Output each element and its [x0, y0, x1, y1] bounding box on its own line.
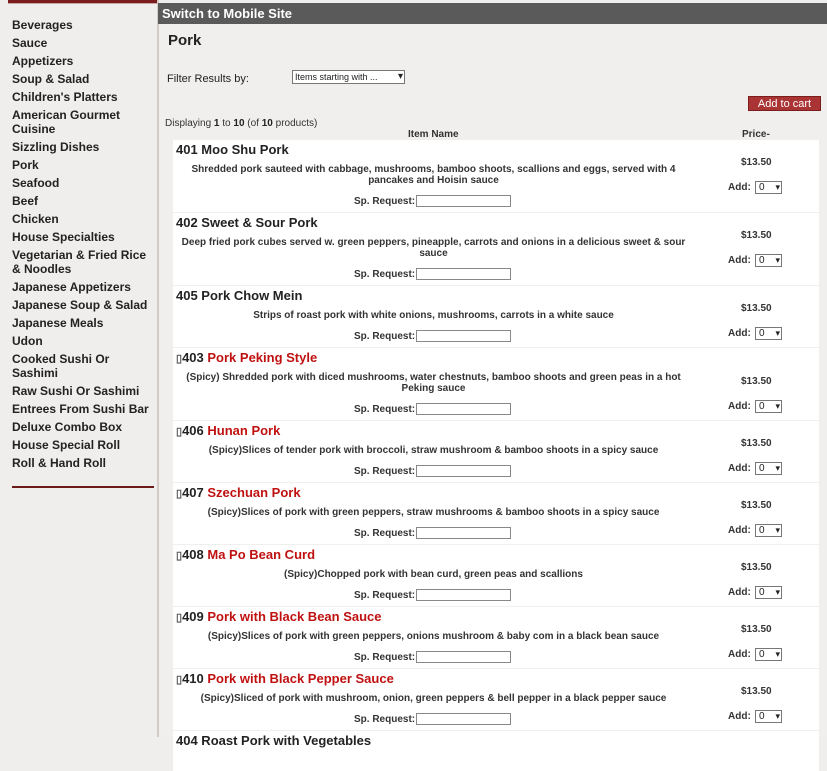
product-number: 406 [182, 423, 204, 438]
sidebar-item-sauce[interactable]: Sauce [12, 36, 48, 50]
product-title [176, 423, 280, 438]
results-count [165, 118, 317, 129]
results-to: 10 [233, 118, 245, 129]
category-sidebar [8, 18, 154, 488]
add-label: Add: [728, 328, 751, 339]
filter-select[interactable]: Items starting with ... ▾ [292, 70, 405, 84]
product-price: $13.50 [741, 438, 772, 449]
product-price: $13.50 [741, 303, 772, 314]
results-of: (of [247, 118, 259, 129]
add-label: Add: [728, 649, 751, 660]
product-title [176, 288, 302, 303]
sidebar-item-childrens-platters[interactable]: Children's Platters [12, 90, 118, 104]
quantity-select[interactable]: 0 ▾ [755, 254, 782, 267]
sidebar-item-american-gourmet[interactable]: American Gourmet Cuisine [12, 108, 121, 136]
sidebar-bottom-rule [12, 486, 154, 488]
spicy-marker-icon: ▯ [176, 550, 183, 562]
spicy-marker-icon: ▯ [176, 674, 183, 686]
sidebar-item-sizzling-dishes[interactable]: Sizzling Dishes [12, 140, 100, 154]
sp-request-label: Sp. Request: [354, 196, 416, 207]
product-row [173, 421, 819, 482]
spicy-marker-icon: ▯ [176, 612, 183, 624]
sidebar-item-raw-sushi[interactable]: Raw Sushi Or Sashimi [12, 384, 140, 398]
product-name-link[interactable]: Pork with Black Pepper Sauce [207, 671, 394, 686]
product-row [173, 213, 819, 285]
results-total: 10 [261, 118, 273, 129]
product-number: 407 [182, 485, 204, 500]
column-header-price: Price- [742, 129, 770, 140]
sp-request-label: Sp. Request: [354, 404, 416, 415]
add-label: Add: [728, 711, 751, 722]
product-row [173, 348, 819, 420]
sidebar-item-soup-salad[interactable]: Soup & Salad [12, 72, 90, 86]
product-price: $13.50 [741, 230, 772, 241]
sidebar-item-cooked-sushi[interactable]: Cooked Sushi Or Sashimi [12, 352, 110, 380]
product-title [176, 671, 394, 686]
quantity-select[interactable]: 0 ▾ [755, 586, 782, 599]
sp-request-label: Sp. Request: [354, 590, 416, 601]
product-number: 405 Pork Chow Mein [176, 288, 303, 303]
product-name-link[interactable]: Hunan Pork [207, 423, 281, 438]
product-number: 401 Moo Shu Pork [176, 142, 289, 157]
product-description: (Spicy)Sliced of pork with mushroom, onion, green peppers & bell pepper in a black pepper sauce [200, 693, 667, 704]
product-number: 408 [182, 547, 204, 562]
quantity-select[interactable]: 0 ▾ [755, 181, 782, 194]
sidebar-item-house-special-roll[interactable]: House Special Roll [12, 438, 121, 452]
sidebar-item-vegetarian[interactable]: Vegetarian & Fried Rice & Noodles [12, 248, 147, 276]
product-title [176, 733, 371, 748]
product-number: 402 Sweet & Sour Pork [176, 215, 318, 230]
product-price: $13.50 [741, 500, 772, 511]
results-prefix: Displaying [165, 118, 212, 129]
product-description: Strips of roast pork with white onions, mushrooms, carrots in a white sauce [253, 310, 614, 321]
results-to-word: to [222, 118, 231, 129]
sidebar-item-japanese-appetizers[interactable]: Japanese Appetizers [12, 280, 131, 294]
product-title [176, 215, 318, 230]
sidebar-item-seafood[interactable]: Seafood [12, 176, 60, 190]
product-number: 404 Roast Pork with Vegetables [176, 733, 372, 748]
page-title: Pork [168, 32, 202, 49]
product-description: Deep fried pork cubes served w. green peppers, pineapple, carrots and onions in a delicious sweet & sour sauce [181, 237, 686, 259]
sp-request-input[interactable] [416, 465, 511, 477]
add-label: Add: [728, 587, 751, 598]
product-price: $13.50 [741, 376, 772, 387]
add-label: Add: [728, 525, 751, 536]
switch-mobile-link[interactable]: Switch to Mobile Site [158, 3, 827, 24]
product-description: (Spicy)Slices of pork with green peppers, onions mushroom & baby com in a black bean sauce [207, 631, 660, 642]
sp-request-input[interactable] [416, 403, 511, 415]
product-description: (Spicy)Slices of tender pork with broccoli, straw mushroom & bamboo shoots in a spicy sauce [208, 445, 659, 456]
sp-request-label: Sp. Request: [354, 714, 416, 725]
product-number: 409 [182, 609, 204, 624]
sidebar-item-entrees-sushi-bar[interactable]: Entrees From Sushi Bar [12, 402, 149, 416]
product-row [173, 669, 819, 730]
sp-request-input[interactable] [416, 195, 511, 207]
filter-label: Filter Results by: [167, 73, 249, 85]
sidebar-item-beef[interactable]: Beef [12, 194, 39, 208]
product-name-link[interactable]: Ma Po Bean Curd [207, 547, 316, 562]
product-title [176, 142, 289, 157]
results-suffix: products) [275, 118, 318, 129]
product-row [173, 731, 819, 771]
add-to-cart-button[interactable]: Add to cart [748, 96, 821, 111]
sp-request-label: Sp. Request: [354, 331, 416, 342]
product-description: Shredded pork sauteed with cabbage, mushrooms, bamboo shoots, scallions and eggs, served with 4 pancakes and Hoisin sauce [191, 164, 676, 186]
product-number: 410 [182, 671, 204, 686]
spicy-marker-icon: ▯ [176, 426, 183, 438]
sidebar-item-house-specialties[interactable]: House Specialties [12, 230, 115, 244]
product-price: $13.50 [741, 686, 772, 697]
sp-request-label: Sp. Request: [354, 652, 416, 663]
product-description: (Spicy)Slices of pork with green peppers, straw mushrooms & bamboo shoots in a spicy sauce [207, 507, 660, 518]
sp-request-input[interactable] [416, 589, 511, 601]
product-row [173, 545, 819, 606]
sp-request-input[interactable] [416, 713, 511, 725]
sidebar-item-deluxe-combo[interactable]: Deluxe Combo Box [12, 420, 123, 434]
sidebar-item-udon[interactable]: Udon [12, 334, 43, 348]
results-from: 1 [213, 118, 220, 129]
add-label: Add: [728, 463, 751, 474]
sp-request-label: Sp. Request: [354, 466, 416, 477]
quantity-select[interactable]: 0 ▾ [755, 524, 782, 537]
product-name-link[interactable]: Szechuan Pork [207, 485, 301, 500]
sp-request-label: Sp. Request: [354, 528, 416, 539]
top-accent-stripe [8, 0, 158, 3]
sidebar-item-japanese-soup[interactable]: Japanese Soup & Salad [12, 298, 148, 312]
quantity-select[interactable]: 0 ▾ [755, 648, 782, 661]
sp-request-input[interactable] [416, 651, 511, 663]
product-price: $13.50 [741, 624, 772, 635]
sidebar-item-beverages[interactable]: Beverages [12, 18, 73, 32]
sidebar-item-roll-hand-roll[interactable]: Roll & Hand Roll [12, 456, 106, 470]
product-number: 403 [182, 350, 204, 365]
sidebar-item-appetizers[interactable]: Appetizers [12, 54, 74, 68]
product-title [176, 609, 382, 624]
sidebar-item-chicken[interactable]: Chicken [12, 212, 59, 226]
sp-request-label: Sp. Request: [354, 269, 416, 280]
product-description: (Spicy) Shredded pork with diced mushrooms, water chestnuts, bamboo shoots and green peas in a hot Peking sauce [186, 372, 681, 394]
sidebar-item-japanese-meals[interactable]: Japanese Meals [12, 316, 104, 330]
spicy-marker-icon: ▯ [176, 353, 183, 365]
quantity-select[interactable]: 0 ▾ [755, 327, 782, 340]
sp-request-input[interactable] [416, 527, 511, 539]
sidebar-item-pork[interactable]: Pork [12, 158, 39, 172]
product-row [173, 607, 819, 668]
product-row [173, 140, 819, 212]
quantity-select[interactable]: 0 ▾ [755, 710, 782, 723]
product-title [176, 547, 315, 562]
quantity-select[interactable]: 0 ▾ [755, 400, 782, 413]
column-header-item: Item Name [408, 129, 459, 140]
product-name-link[interactable]: Pork with Black Bean Sauce [207, 609, 382, 624]
spicy-marker-icon: ▯ [176, 488, 183, 500]
product-name-link[interactable]: Pork Peking Style [207, 350, 318, 365]
add-label: Add: [728, 401, 751, 412]
sp-request-input[interactable] [416, 268, 511, 280]
product-title [176, 485, 301, 500]
product-price: $13.50 [741, 562, 772, 573]
product-row [173, 483, 819, 544]
product-row [173, 286, 819, 347]
product-description: (Spicy)Chopped pork with bean curd, green peas and scallions [284, 569, 583, 580]
product-title [176, 350, 317, 365]
add-label: Add: [728, 182, 751, 193]
product-price: $13.50 [741, 157, 772, 168]
content-area [160, 24, 827, 748]
sp-request-input[interactable] [416, 330, 511, 342]
sidebar-divider [157, 0, 159, 737]
add-label: Add: [728, 255, 751, 266]
quantity-select[interactable]: 0 ▾ [755, 462, 782, 475]
